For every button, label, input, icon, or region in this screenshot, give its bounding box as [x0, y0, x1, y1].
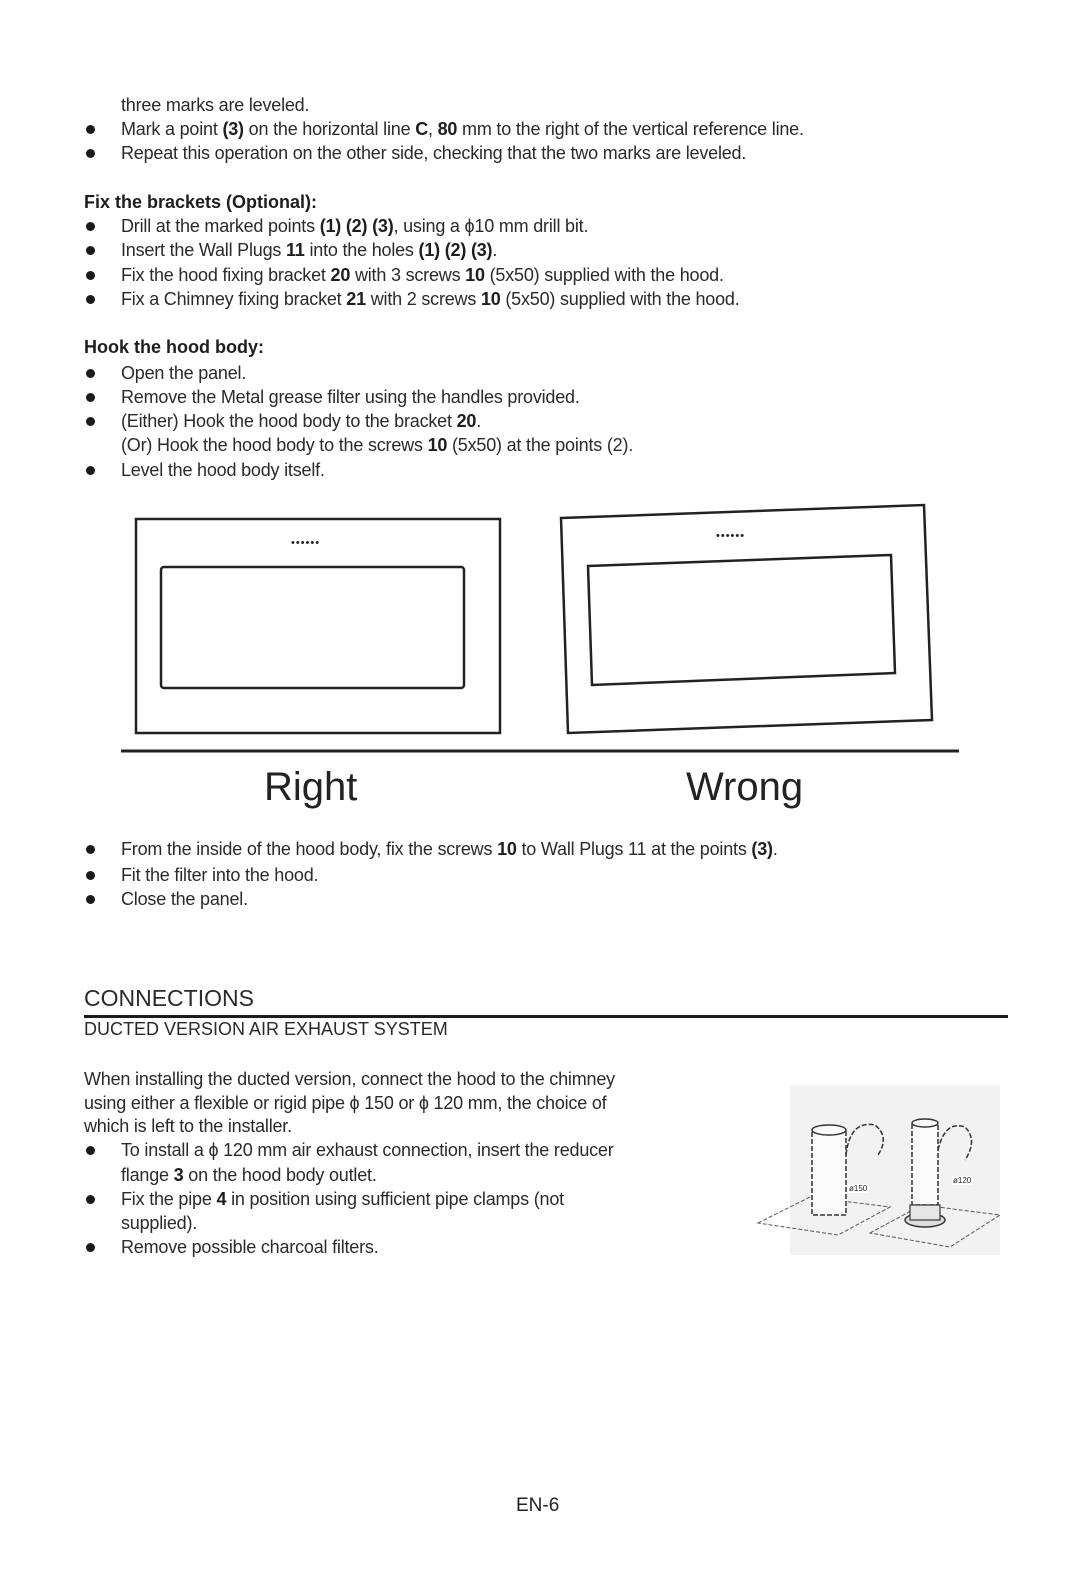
- text-line: (Either) Hook the hood body to the bracket 20.: [121, 411, 482, 431]
- text-line: Repeat this operation on the other side, checking that the two marks are leveled.: [121, 143, 747, 163]
- text-line: which is left to the installer.: [84, 1116, 292, 1136]
- level-diagram: [0, 0, 1086, 760]
- text-line: Fit the filter into the hood.: [121, 865, 319, 885]
- pipe-150: [812, 1130, 846, 1215]
- text-line: When installing the ducted version, connect the hood to the chimney: [84, 1069, 615, 1089]
- text-line: three marks are leveled.: [121, 95, 310, 115]
- section-heading: Hook the hood body:: [84, 337, 264, 357]
- page-number: EN-6: [516, 1495, 560, 1516]
- text-line: Close the panel.: [121, 889, 248, 909]
- text-line: supplied).: [121, 1213, 198, 1233]
- text-line: flange 3 on the hood body outlet.: [121, 1165, 377, 1185]
- bullet: [86, 845, 95, 854]
- text-line: (Or) Hook the hood body to the screws 10 (5x50) at the points (2).: [121, 435, 634, 455]
- label-120: ø120: [953, 1176, 972, 1185]
- text-line: Fix the hood fixing bracket 20 with 3 screws 10 (5x50) supplied with the hood.: [121, 265, 724, 285]
- text-line: Open the panel.: [121, 363, 247, 383]
- text-line: Fix a Chimney fixing bracket 21 with 2 screws 10 (5x50) supplied with the hood.: [121, 289, 740, 309]
- text-line: To install a ϕ 120 mm air exhaust connection, insert the reducer: [121, 1140, 614, 1160]
- dots-right: ••••••: [291, 537, 321, 549]
- label-wrong: Wrong: [686, 765, 804, 809]
- hood-panel-wrong: [588, 555, 895, 685]
- pipe-120: [912, 1123, 938, 1205]
- section-heading: Fix the brackets (Optional):: [84, 192, 318, 212]
- hood-outline-right: [136, 519, 500, 733]
- reducer-body: [910, 1205, 940, 1220]
- label-right: Right: [264, 765, 358, 809]
- pipe-illustration: [750, 1075, 1010, 1265]
- text-line: Drill at the marked points (1) (2) (3), using a ϕ10 mm drill bit.: [121, 216, 589, 236]
- text-line: Insert the Wall Plugs 11 into the holes (1) (2) (3).: [121, 240, 498, 260]
- text-line: using either a flexible or rigid pipe ϕ 150 or ϕ 120 mm, the choice of: [84, 1093, 607, 1113]
- bullet: [86, 1146, 95, 1155]
- hood-panel-right: [161, 567, 464, 688]
- text-line: Remove the Metal grease filter using the handles provided.: [121, 387, 580, 407]
- bullet: [86, 895, 95, 904]
- text-line: Fix the pipe 4 in position using sufficient pipe clamps (not: [121, 1189, 564, 1209]
- text-line: Remove possible charcoal filters.: [121, 1237, 379, 1257]
- section-rule: [84, 1015, 1008, 1018]
- bullet: [86, 1243, 95, 1252]
- text-line: Mark a point (3) on the horizontal line C, 80 mm to the right of the vertical reference line.: [121, 119, 804, 139]
- hood-outline-wrong: [561, 505, 932, 733]
- label-150: ø150: [849, 1184, 868, 1193]
- dots-wrong: ••••••: [716, 530, 746, 542]
- bullet: [86, 871, 95, 880]
- pipe-150-top: [812, 1125, 846, 1135]
- section-subtitle: DUCTED VERSION AIR EXHAUST SYSTEM: [84, 1019, 448, 1039]
- text-line: Level the hood body itself.: [121, 460, 325, 480]
- section-title: CONNECTIONS: [84, 985, 254, 1011]
- pipe-120-top: [912, 1119, 938, 1127]
- text-line: From the inside of the hood body, fix the screws 10 to Wall Plugs 11 at the points (3).: [121, 839, 778, 859]
- bullet: [86, 1195, 95, 1204]
